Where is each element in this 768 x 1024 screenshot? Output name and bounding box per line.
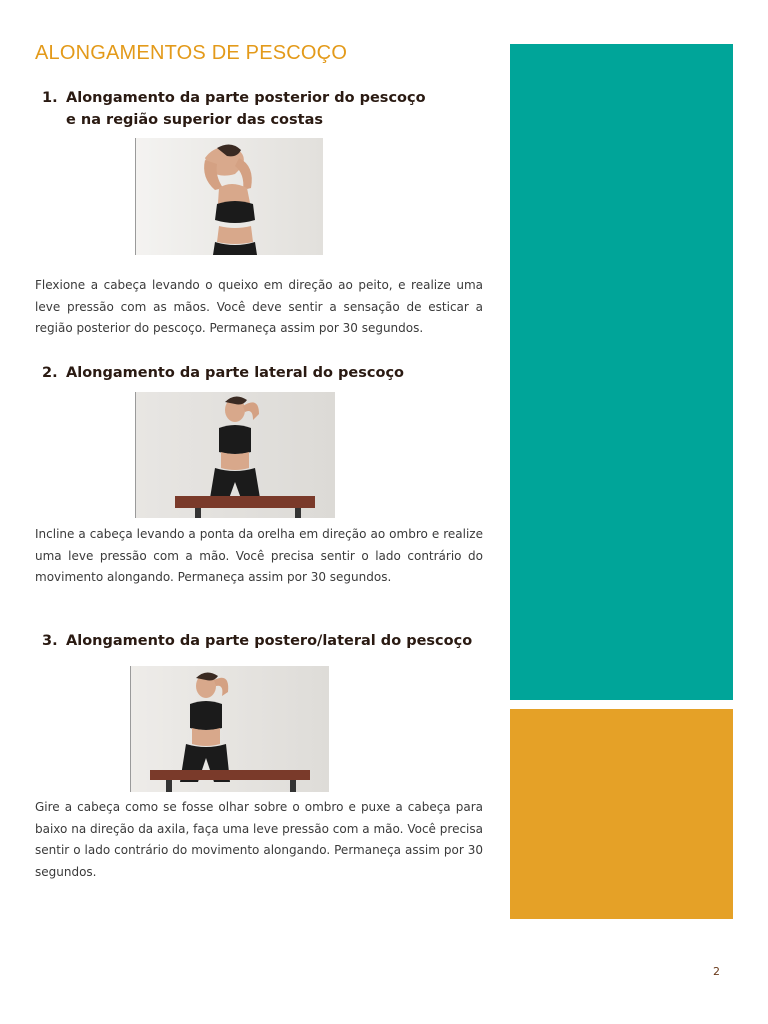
section-1-heading-line1: Alongamento da parte posterior do pescoço <box>66 90 426 106</box>
section-3-heading-line1: Alongamento da parte postero/lateral do pescoço <box>66 633 473 649</box>
woman-lateral-stretch-illustration <box>135 392 335 518</box>
section-2-number: 2. <box>42 365 58 381</box>
teal-decorative-panel <box>510 44 733 700</box>
section-1-photo <box>135 138 323 255</box>
section-3-number: 3. <box>42 633 58 649</box>
section-3-text: Gire a cabeça como se fosse olhar sobre o ombro e puxe a cabeça para baixo na direção da axila, faça uma leve pressão com a mão. Você precisa sentir o lado contrário do movimento alongando. Permaneça assim por 30 segundos. <box>35 800 483 879</box>
section-2-heading-line1: Alongamento da parte lateral do pescoço <box>66 365 405 381</box>
page-number: 2 <box>713 965 720 978</box>
page-title: ALONGAMENTOS DE PESCOÇO <box>35 42 348 64</box>
section-1-heading <box>42 87 426 131</box>
section-2-heading <box>42 362 404 384</box>
section-2-photo <box>135 392 335 518</box>
section-2-text: Incline a cabeça levando a ponta da orelha em direção ao ombro e realize uma leve pressão com a mão. Você precisa sentir o lado contrário do movimento alongando. Permaneça assim por 30 segundos. <box>35 527 483 584</box>
section-3-heading <box>42 630 472 652</box>
woman-posterolateral-stretch-illustration <box>130 666 329 792</box>
section-1-number: 1. <box>42 90 58 106</box>
section-3-photo <box>130 666 329 792</box>
woman-neck-stretch-illustration <box>135 138 323 255</box>
section-1-text: Flexione a cabeça levando o queixo em direção ao peito, e realize uma leve pressão com as mãos. Você deve sentir a sensação de esticar a região posterior do pescoço. Permaneça assim por 30 segundos. <box>35 278 483 335</box>
orange-decorative-panel <box>510 709 733 919</box>
section-1-heading-line2: e na região superior das costas <box>66 112 323 128</box>
